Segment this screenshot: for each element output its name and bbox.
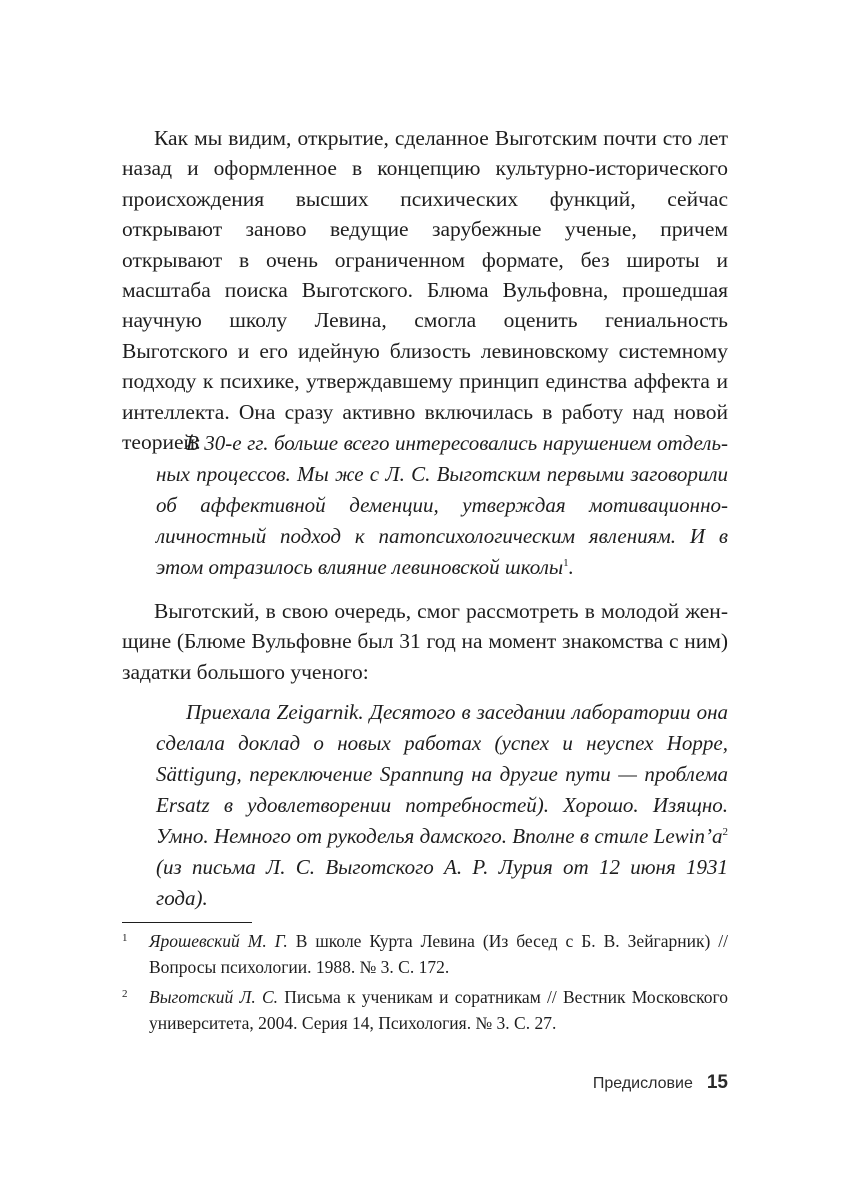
footnote-2-text: Письма к ученикам и соратникам // Вестник Московского университета, 2004. Серия 14, Психология. № 3. С. 27. (149, 987, 729, 1033)
footnote-2-author: Выготский Л. С. (149, 987, 278, 1007)
footnote-ref-1[interactable]: 1 (563, 557, 569, 569)
quote-2-end: (из письма Л. С. Выготского А. Р. Лурия от 12 июня 1931 года). (156, 855, 728, 910)
body-paragraph-2: Выготский, в свою очередь, смог рассмотреть в молодой женщине (Блюме Вульфовне был 31 год на момент знакомства с ним) задатки большого ученого: (122, 599, 728, 684)
quote-1 (156, 428, 728, 583)
body-paragraph-2-block (122, 596, 728, 687)
body-paragraph-1: Как мы видим, открытие, сделанное Выготским почти сто лет назад и оформленное в концепцию культурно-исторического происхождения высших психических функций, сейчас открывают заново ведущие зарубежные ученые, причем открывают в очень ограниченном формате, без широты и масштаба поиска Выготского. Блюма Вульфовна, прошедшая научную школу Левина, смогла оценить гениальность Выготского и его идейную близость левиновскому системному подходу к психике, утверждавшему принцип единства аффекта и интеллекта. Она сразу активно включилась в работу над новой теорией: (122, 126, 728, 455)
quote-1-body: В 30-е гг. больше всего интересовались нарушением отдельных процессов. Мы же с Л. С. Выготским первыми заговорили об аффективной деменции, утверждая мотивационно-личностный подход к патопсихологическим явлениям. И в этом отразилось влияние левиновской школы (156, 431, 728, 579)
body-paragraph-1-block (122, 123, 728, 457)
quote-2-text (156, 697, 728, 914)
running-footer (593, 1071, 728, 1096)
footnote-ref-2[interactable]: 2 (722, 826, 728, 838)
footnote-2 (122, 984, 728, 1036)
quote-2-body: Приехала Zeigarnik. Десятого в заседании лаборатории она сделала доклад о новых работах (успех и неуспех Hoppe, Sättigung, переключение Spannung на другие пути — проблема Ersatz в удовлетворении потребностей). Хорошо. Изящно. Умно. Немного от рукоделья дамского. Вполне в стиле Lewin’a (156, 700, 728, 848)
page-number: 15 (706, 1072, 728, 1093)
quote-2 (156, 697, 728, 914)
quote-1-end: . (568, 555, 574, 579)
footnote-1-author: Ярошевский М. Г. (149, 931, 288, 951)
footnote-2-number: 2 (122, 988, 128, 1000)
section-title: Предисловие (592, 1075, 693, 1092)
footnote-1-text: В школе Курта Левина (Из бесед с Б. В. Зейгарник) // Вопросы психологии. 1988. № 3. С. 172. (149, 931, 729, 977)
footnote-1-number: 1 (122, 932, 128, 944)
footnote-divider (122, 922, 252, 923)
quote-1-text (156, 428, 728, 583)
footnotes (122, 928, 728, 1036)
footnote-1 (122, 928, 728, 980)
